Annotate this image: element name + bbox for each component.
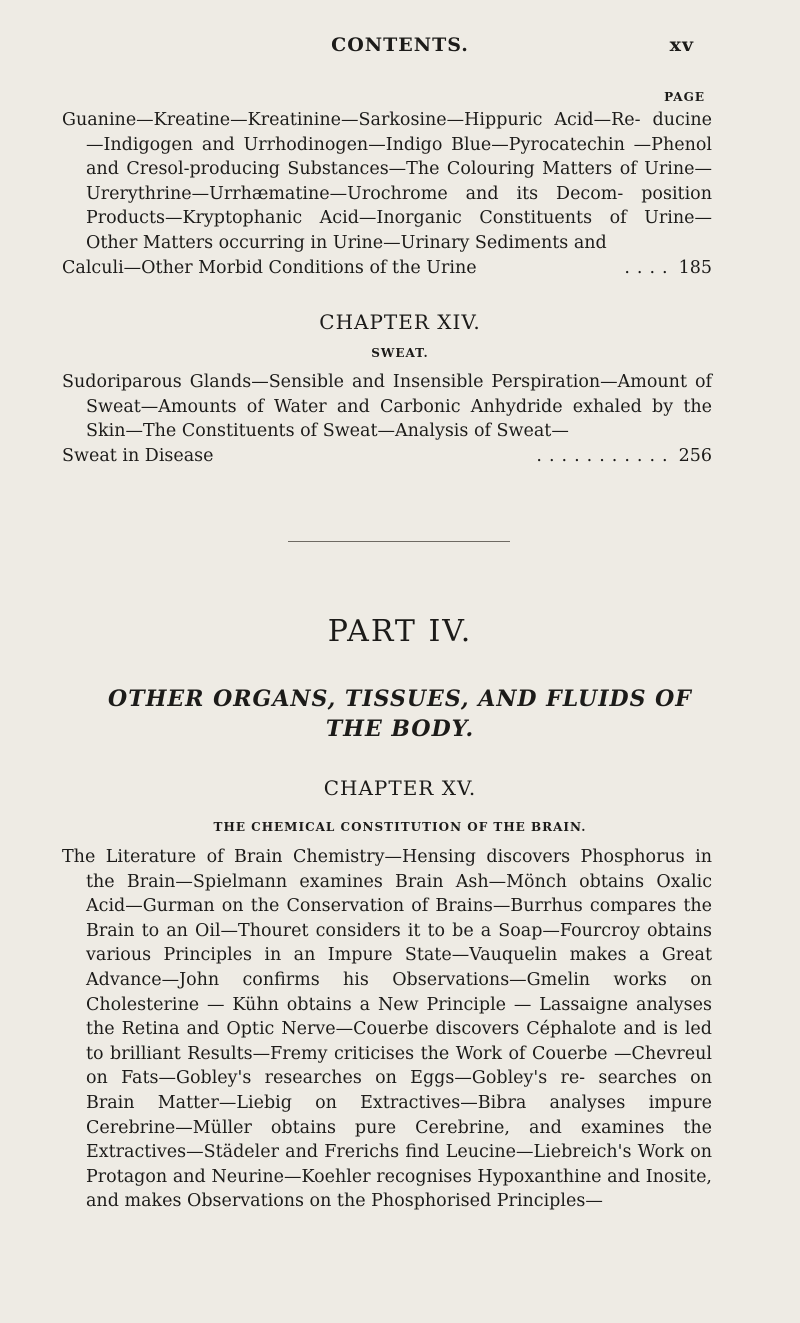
leader-dots: .... xyxy=(624,257,675,278)
chapter-xiv-subheading: SWEAT. xyxy=(371,346,429,360)
entry-line: on Protagon and Neurine—Koehler recognises Hypoxanthine and xyxy=(86,1142,712,1187)
section-divider xyxy=(288,541,510,542)
entry-line: the Brain—Spielmann examines Brain Ash—Mönch obtains Oxalic xyxy=(86,871,712,892)
entry-tail xyxy=(62,444,712,469)
entry-line: obtains various Principles in an Impure State—Vauquelin makes a xyxy=(86,920,712,966)
entry-text xyxy=(62,108,712,256)
entry-line: and is led to brilliant Results—Fremy criticises the Work of Couerbe xyxy=(86,1019,712,1064)
entry-line: —Phenol and Cresol-producing Substances—The Colouring Matters xyxy=(86,134,712,180)
entry-last-line: Calculi—Other Morbid Conditions of the Urine xyxy=(62,257,477,278)
entry-tail xyxy=(62,256,712,281)
entry-line: analyses the Retina and Optic Nerve—Couerbe discovers Céphalote xyxy=(86,994,712,1040)
entry-line: on Cholesterine — Kühn obtains a New Principle — Lassaigne xyxy=(86,969,712,1015)
page-column-label: PAGE xyxy=(664,90,705,104)
part-iv-title-line-1: OTHER ORGANS, TISSUES, AND FLUIDS OF xyxy=(108,686,692,712)
entry-line: Acid—Gurman on the Conservation of Brains—Burrhus compares xyxy=(86,896,677,917)
running-title: CONTENTS. xyxy=(331,34,469,56)
entry-line: ducine—Indigogen and Urrhodinogen—Indigo Blue—Pyrocatechin xyxy=(86,110,712,155)
entry-line: searches on Brain Matter—Liebig on Extractives—Bibra analyses xyxy=(86,1068,712,1113)
entry-line: position Products—Kryptophanic Acid—Inorganic Constituents of xyxy=(86,183,712,229)
entry-page-number: 256 xyxy=(678,445,712,466)
entry-line: of Sweat—Amounts of Water and Carbonic Anhydride exhaled xyxy=(86,372,712,417)
entry-text xyxy=(62,845,712,1214)
part-iv-heading: PART IV. xyxy=(327,614,473,649)
part-iv-title-line-2: THE BODY. xyxy=(325,716,475,742)
entry-line: Great Advance—John confirms his Observations—Gmelin works xyxy=(86,945,712,990)
running-head xyxy=(0,34,800,64)
entry-line: Urine—Other Matters occurring in Urine—Urinary Sediments and xyxy=(86,208,712,253)
entry-line: The Literature of Brain Chemistry—Hensing discovers Phosphorus in xyxy=(62,847,712,867)
leader-dots: ........... xyxy=(536,445,675,466)
entry-line: impure Cerebrine—Müller obtains pure Cerebrine, and examines the xyxy=(86,1092,712,1138)
entry-last-line: Sweat in Disease xyxy=(62,445,214,466)
entry-line: of Urine—Urerythrine—Urrhæmatine—Urochrome and its Decom- xyxy=(86,159,712,204)
chapter-xiv-heading: CHAPTER XIV. xyxy=(319,310,481,334)
contents-entry-sweat xyxy=(62,370,712,468)
entry-line: Extractives—Städeler and Frerichs find Leucine—Liebreich's Work xyxy=(86,1142,684,1163)
entry-text xyxy=(62,370,712,444)
entry-line: —Chevreul on Fats—Gobley's researches on Eggs—Gobley's re- xyxy=(86,1043,712,1089)
chapter-xv-subheading: THE CHEMICAL CONSTITUTION OF THE BRAIN. xyxy=(213,820,587,834)
running-page-number: xv xyxy=(669,34,694,56)
entry-line: Guanine—Kreatine—Kreatinine—Sarkosine—Hippuric Acid—Re- xyxy=(62,110,641,130)
entry-line: Sudoriparous Glands—Sensible and Insensible Perspiration—Amount xyxy=(62,372,687,392)
contents-entry-brain xyxy=(62,845,712,1214)
chapter-xv-heading: CHAPTER XV. xyxy=(323,776,477,800)
contents-entry-urine xyxy=(62,108,712,280)
entry-line: Inosite, and makes Observations on the Phosphorised Principles— xyxy=(86,1166,712,1212)
entry-page-number: 185 xyxy=(678,257,712,278)
entry-line: by the Skin—The Constituents of Sweat—Analysis of Sweat— xyxy=(86,396,712,442)
entry-line: the Brain to an Oil—Thouret considers it to be a Soap—Fourcroy xyxy=(86,896,712,941)
